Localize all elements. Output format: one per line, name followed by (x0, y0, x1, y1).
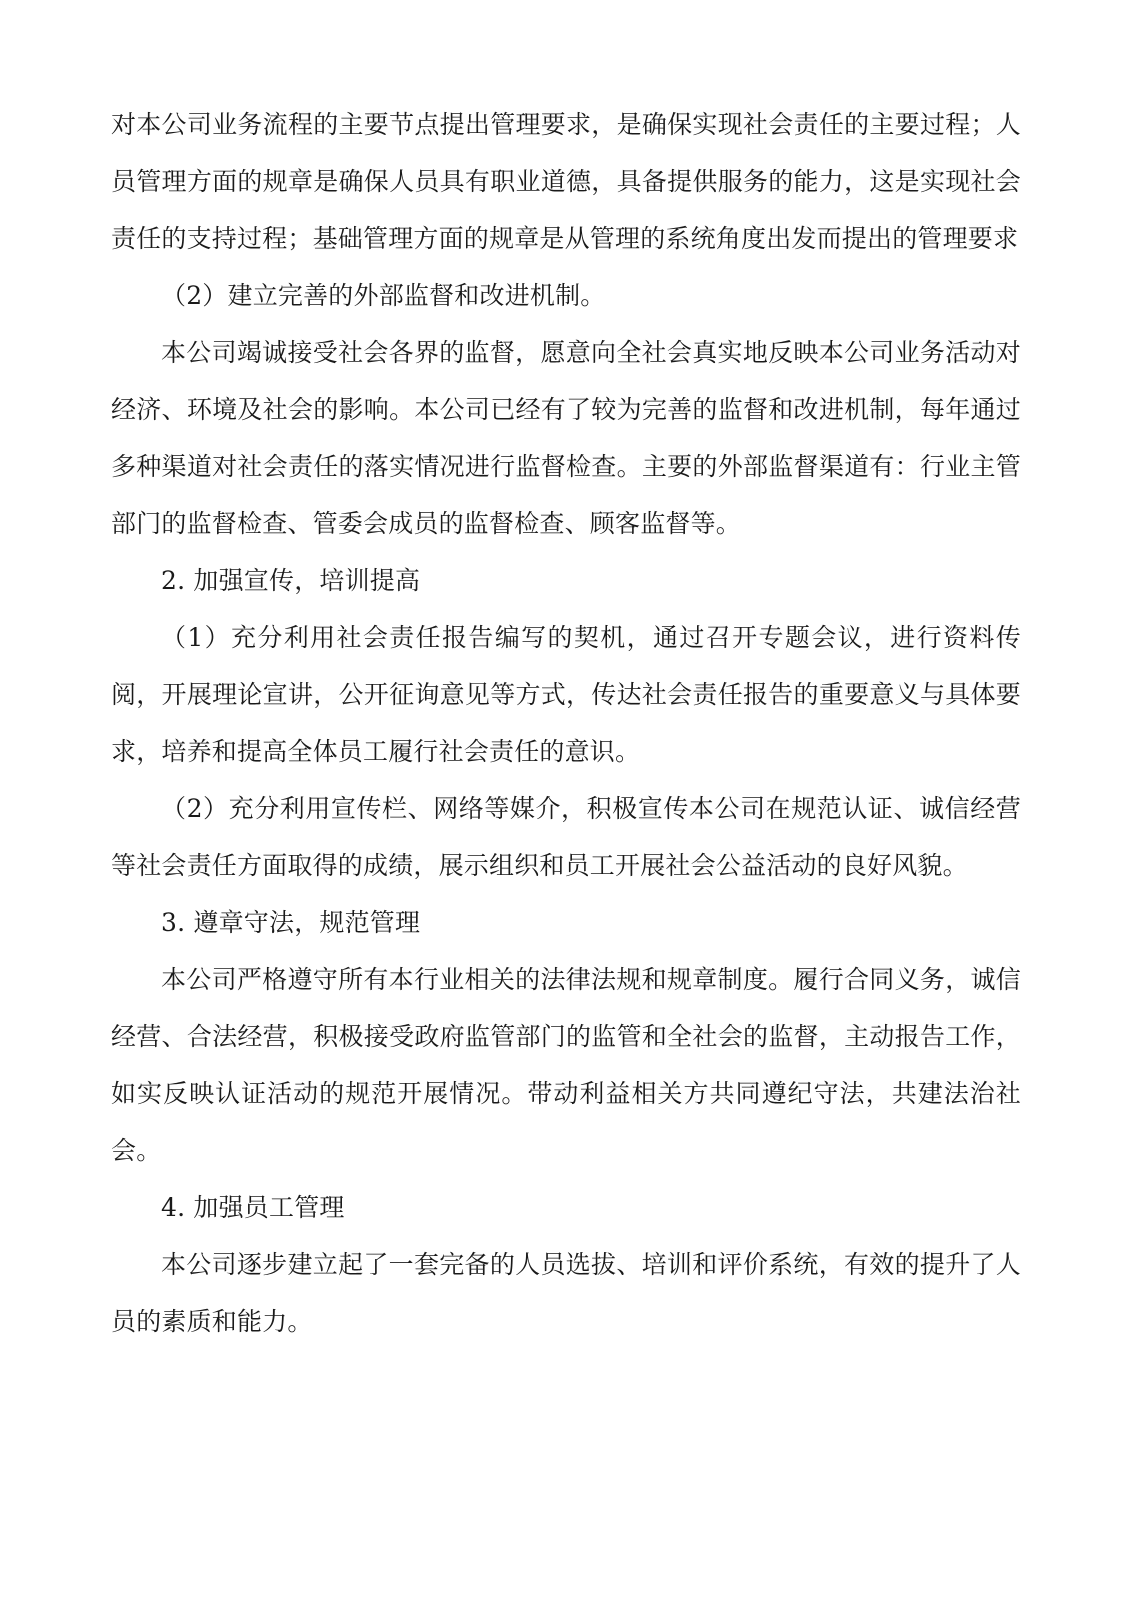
paragraph-external-supervision: 本公司竭诚接受社会各界的监督，愿意向全社会真实地反映本公司业务活动对经济、环境及社会的影响。本公司已经有了较为完善的监督和改进机制，每年通过多种渠道对社会责任的落实情况进行监督检查。主要的外部监督渠道有：行业主管部门的监督检查、管委会成员的监督检查、顾客监督等。 (111, 338, 1021, 538)
document-page (111, 96, 1021, 1350)
paragraph-compliance: 本公司严格遵守所有本行业相关的法律法规和规章制度。履行合同义务，诚信经营、合法经营，积极接受政府监管部门的监管和全社会的监督，主动报告工作，如实反映认证活动的规范开展情况。带动利益相关方共同遵纪守法，共建法治社会。 (111, 965, 1021, 1165)
paragraph-training-1: （1）充分利用社会责任报告编写的契机，通过召开专题会议，进行资料传阅，开展理论宣讲，公开征询意见等方式，传达社会责任报告的重要意义与具体要求，培养和提高全体员工履行社会责任的意识。 (111, 623, 1021, 766)
paragraph-staff-management: 本公司逐步建立起了一套完备的人员选拔、培训和评价系统，有效的提升了人员的素质和能力。 (111, 1250, 1021, 1336)
paragraph-external-supervision-heading: （2）建立完善的外部监督和改进机制。 (161, 281, 606, 310)
section-heading-compliance: 3. 遵章守法，规范管理 (161, 908, 421, 937)
paragraph-rules-summary: 对本公司业务流程的主要节点提出管理要求，是确保实现社会责任的主要过程；人员管理方面的规章是确保人员具有职业道德，具备提供服务的能力，这是实现社会责任的支持过程；基础管理方面的规章是从管理的系统角度出发而提出的管理要求 (111, 110, 1021, 253)
section-heading-publicity-training: 2. 加强宣传，培训提高 (161, 566, 421, 595)
paragraph-training-2: （2）充分利用宣传栏、网络等媒介，积极宣传本公司在规范认证、诚信经营等社会责任方面取得的成绩，展示组织和员工开展社会公益活动的良好风貌。 (111, 794, 1021, 880)
section-heading-staff-management: 4. 加强员工管理 (161, 1193, 345, 1222)
